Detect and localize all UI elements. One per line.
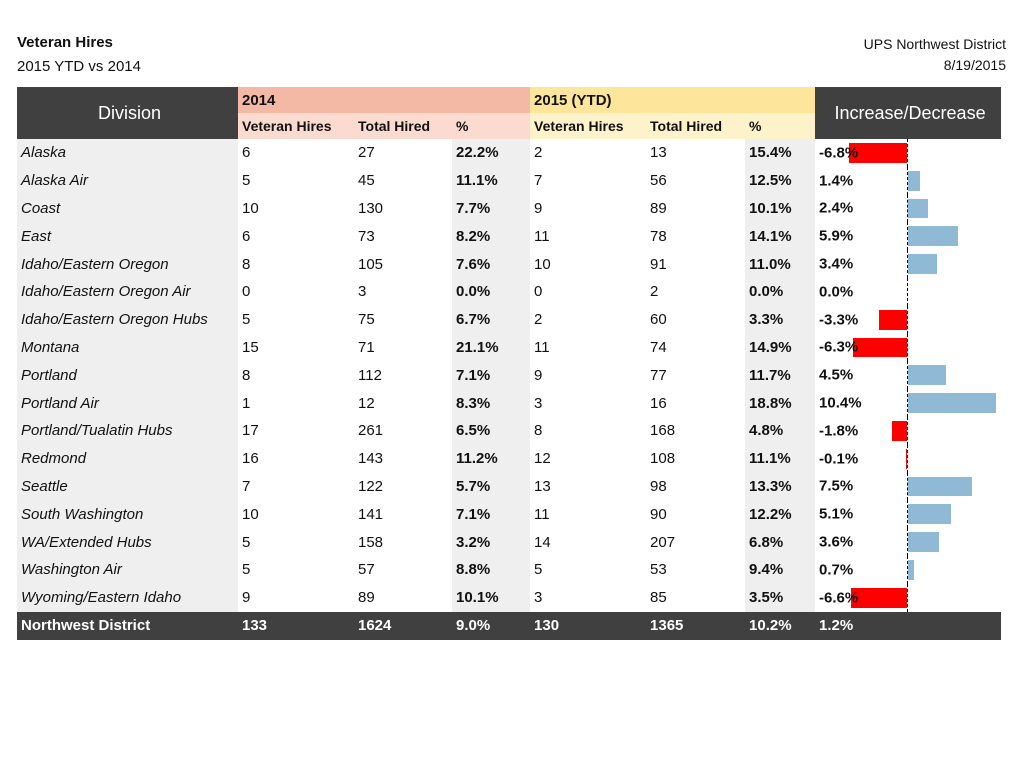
veteran-hires-2014-header: Veteran Hires: [238, 113, 354, 139]
pct-2014-cell: 0.0%: [452, 278, 530, 306]
division-cell: Idaho/Eastern Oregon Air: [17, 278, 238, 306]
increase-bar: [908, 171, 920, 191]
change-label: 3.4%: [819, 255, 854, 273]
pct-2015-cell: 18.8%: [745, 389, 815, 417]
total-hired-2014-cell: 75: [358, 311, 375, 329]
total-hired-2015-cell: 85: [650, 589, 667, 607]
change-label: 1.4%: [819, 172, 854, 190]
change-bar-cell: [815, 139, 1001, 167]
pct-2014-cell: 11.2%: [452, 445, 530, 473]
change-label: -6.8%: [819, 144, 859, 162]
pct-2015-cell: 6.8%: [745, 528, 815, 556]
header-row-years: [17, 87, 1001, 113]
increase-bar: [908, 477, 972, 497]
division-cell: Portland Air: [17, 389, 238, 417]
veteran-hires-2015-cell: 11: [534, 338, 550, 356]
division-cell: Alaska Air: [17, 167, 238, 195]
division-cell: WA/Extended Hubs: [17, 528, 238, 556]
zero-axis-line: [907, 334, 908, 362]
veteran-hires-2014-cell: 16: [242, 450, 259, 468]
total-hired-2014-cell: 143: [358, 450, 384, 468]
total-hired-2015-cell: 60: [650, 311, 667, 329]
veteran-hires-2015-cell: 2: [534, 144, 543, 162]
total-hired-2014-cell: 261: [358, 422, 384, 440]
table-row: [17, 222, 1001, 250]
pct-2014-cell: 6.5%: [452, 417, 530, 445]
increase-bar: [908, 393, 996, 413]
pct-2015-cell: 11.7%: [745, 361, 815, 389]
total-hired-2015-cell: 13: [650, 144, 667, 162]
total-hired-2014-cell: 158: [358, 533, 384, 551]
decrease-bar: [851, 588, 907, 608]
division-cell: South Washington: [17, 500, 238, 528]
change-label: -3.3%: [819, 311, 859, 329]
change-bar-cell: [815, 167, 1001, 195]
change-label: -6.6%: [819, 589, 859, 607]
veteran-hires-2014-cell: 5: [242, 311, 251, 329]
total-hired-2014-cell: 112: [358, 366, 382, 384]
total-hired-2014-cell: 12: [358, 394, 375, 412]
table-row: [17, 417, 1001, 445]
veteran-hires-2015-cell: 13: [534, 477, 551, 495]
total-hired-2014-cell: 105: [358, 255, 384, 273]
change-label: -1.8%: [819, 422, 859, 440]
veteran-hires-2015-cell: 3: [534, 394, 543, 412]
zero-axis-line: [907, 139, 908, 167]
total-hired-2015-cell: 53: [650, 561, 667, 579]
total-hired-2015-cell: 2: [650, 283, 659, 301]
veteran-hires-2015-cell: 7: [534, 172, 543, 190]
change-bar-cell: [815, 195, 1001, 223]
change-label: 5.9%: [819, 227, 854, 245]
veteran-hires-2014-cell: 6: [242, 227, 251, 245]
total-pct-2015: 10.2%: [745, 612, 815, 640]
pct-2015-cell: 3.3%: [745, 306, 815, 334]
increase-bar: [908, 226, 958, 246]
table-row: [17, 139, 1001, 167]
pct-2015-cell: 3.5%: [745, 584, 815, 612]
division-cell: Idaho/Eastern Oregon: [17, 250, 238, 278]
table-row: [17, 195, 1001, 223]
report-date: 8/19/2015: [943, 57, 1006, 73]
veteran-hires-2015-cell: 14: [534, 533, 551, 551]
pct-2014-cell: 8.2%: [452, 222, 530, 250]
veteran-hires-2014-cell: 10: [242, 199, 259, 217]
pct-2014-cell: 21.1%: [452, 334, 530, 362]
pct-2015-cell: 12.2%: [745, 500, 815, 528]
veteran-hires-2014-cell: 5: [242, 561, 251, 579]
total-hired-2014-cell: 71: [358, 338, 375, 356]
change-bar-cell: [815, 361, 1001, 389]
veteran-hires-2015-cell: 3: [534, 589, 543, 607]
change-label: -0.1%: [819, 450, 859, 468]
division-cell: Coast: [17, 195, 238, 223]
org-name: UPS Northwest District: [863, 36, 1006, 52]
division-cell: Idaho/Eastern Oregon Hubs: [17, 306, 238, 334]
pct-2015-cell: 11.1%: [745, 445, 815, 473]
total-hired-2015-cell: 98: [650, 477, 667, 495]
zero-axis-line: [907, 306, 908, 334]
table-row: [17, 278, 1001, 306]
change-label: 0.0%: [819, 283, 854, 301]
pct-2014-cell: 8.8%: [452, 556, 530, 584]
total-hired-2014-cell: 73: [358, 227, 375, 245]
veteran-hires-2015-cell: 5: [534, 561, 543, 579]
veteran-hires-2015-cell: 2: [534, 311, 543, 329]
total-veteran-hires-2014: 133: [238, 612, 354, 640]
veteran-hires-table: [17, 87, 1001, 640]
change-label: 7.5%: [819, 477, 854, 495]
table-row: [17, 361, 1001, 389]
change-label: -6.3%: [819, 338, 859, 356]
increase-bar: [908, 504, 951, 524]
change-bar-cell: [815, 278, 1001, 306]
increase-bar: [908, 532, 939, 552]
veteran-hires-2015-cell: 11: [534, 505, 550, 523]
total-hired-2015-cell: 207: [650, 533, 676, 551]
decrease-bar: [853, 338, 907, 358]
veteran-hires-2015-cell: 9: [534, 366, 543, 384]
division-header: Division: [17, 87, 238, 139]
total-hired-2014-cell: 3: [358, 283, 367, 301]
division-cell: Redmond: [17, 445, 238, 473]
pct-2015-cell: 4.8%: [745, 417, 815, 445]
change-bar-cell: [815, 389, 1001, 417]
division-cell: East: [17, 222, 238, 250]
total-change-cell: 1.2%: [815, 612, 1001, 640]
report-header: [17, 34, 141, 75]
veteran-hires-2014-cell: 7: [242, 477, 251, 495]
pct-2014-cell: 7.7%: [452, 195, 530, 223]
division-cell: Alaska: [17, 139, 238, 167]
decrease-bar: [892, 421, 907, 441]
increase-decrease-header: Increase/Decrease: [815, 87, 1001, 139]
veteran-hires-2014-cell: 17: [242, 422, 259, 440]
veteran-hires-2014-cell: 8: [242, 366, 251, 384]
decrease-bar: [906, 449, 907, 469]
report-meta: [864, 34, 1006, 76]
pct-2015-cell: 10.1%: [745, 195, 815, 223]
total-hired-2014-cell: 130: [358, 199, 384, 217]
pct-2014-cell: 22.2%: [452, 139, 530, 167]
pct-2015-cell: 0.0%: [745, 278, 815, 306]
division-cell: Portland: [17, 361, 238, 389]
table-row: [17, 445, 1001, 473]
veteran-hires-2015-cell: 11: [534, 227, 550, 245]
total-hired-2015-cell: 78: [650, 227, 667, 245]
veteran-hires-2014-cell: 15: [242, 338, 259, 356]
increase-bar: [908, 560, 914, 580]
pct-2014-cell: 7.1%: [452, 361, 530, 389]
pct-2014-cell: 10.1%: [452, 584, 530, 612]
table-row: [17, 334, 1001, 362]
total-hired-2014-header: Total Hired: [354, 113, 452, 139]
zero-axis-line: [907, 417, 908, 445]
change-bar-cell: [815, 250, 1001, 278]
veteran-hires-2015-cell: 0: [534, 283, 543, 301]
change-bar-cell: [815, 556, 1001, 584]
total-hired-2015-cell: 56: [650, 172, 667, 190]
veteran-hires-2014-cell: 0: [242, 283, 251, 301]
veteran-hires-2014-cell: 1: [242, 394, 251, 412]
year-2014-header: 2014: [238, 87, 530, 113]
year-2015-header: 2015 (YTD): [530, 87, 815, 113]
table-row: [17, 500, 1001, 528]
zero-axis-line: [907, 445, 908, 473]
change-label: 3.6%: [819, 533, 854, 551]
table-row: [17, 167, 1001, 195]
pct-2014-header: %: [452, 113, 530, 139]
change-bar-cell: [815, 334, 1001, 362]
zero-axis-line: [907, 278, 908, 306]
total-row: [17, 612, 1001, 640]
pct-2015-header: %: [745, 113, 815, 139]
change-bar-cell: [815, 445, 1001, 473]
pct-2014-cell: 7.1%: [452, 500, 530, 528]
division-cell: Seattle: [17, 473, 238, 501]
zero-axis-line: [907, 584, 908, 612]
increase-bar: [908, 199, 928, 219]
total-hired-2015-cell: 91: [650, 255, 667, 273]
division-cell: Montana: [17, 334, 238, 362]
total-hired-2015-cell: 77: [650, 366, 667, 384]
decrease-bar: [879, 310, 907, 330]
total-hired-2014-cell: 57: [358, 561, 375, 579]
change-bar-cell: [815, 528, 1001, 556]
veteran-hires-2014-cell: 8: [242, 255, 251, 273]
table-row: [17, 389, 1001, 417]
total-hired-2015-cell: 90: [650, 505, 667, 523]
veteran-hires-2014-cell: 5: [242, 533, 251, 551]
division-cell: Washington Air: [17, 556, 238, 584]
total-veteran-hires-2015: 130: [530, 612, 646, 640]
change-bar-cell: [815, 306, 1001, 334]
veteran-hires-2014-cell: 9: [242, 589, 251, 607]
change-bar-cell: [815, 417, 1001, 445]
veteran-hires-2015-cell: 9: [534, 199, 543, 217]
pct-2014-cell: 5.7%: [452, 473, 530, 501]
table-row: [17, 473, 1001, 501]
total-hired-2015-cell: 74: [650, 338, 667, 356]
table-row: [17, 584, 1001, 612]
table-row: [17, 556, 1001, 584]
pct-2014-cell: 6.7%: [452, 306, 530, 334]
veteran-hires-2014-cell: 5: [242, 172, 251, 190]
veteran-hires-2014-cell: 6: [242, 144, 251, 162]
pct-2015-cell: 14.1%: [745, 222, 815, 250]
veteran-hires-2015-header: Veteran Hires: [530, 113, 646, 139]
veteran-hires-2015-cell: 12: [534, 450, 551, 468]
pct-2014-cell: 11.1%: [452, 167, 530, 195]
veteran-hires-2015-cell: 8: [534, 422, 543, 440]
total-hired-2014: 1624: [354, 612, 452, 640]
veteran-hires-2015-cell: 10: [534, 255, 551, 273]
change-label: 10.4%: [819, 394, 862, 412]
pct-2014-cell: 3.2%: [452, 528, 530, 556]
veteran-hires-2014-cell: 10: [242, 505, 259, 523]
table-row: [17, 528, 1001, 556]
total-hired-2014-cell: 45: [358, 172, 375, 190]
pct-2015-cell: 9.4%: [745, 556, 815, 584]
change-bar-cell: [815, 222, 1001, 250]
pct-2015-cell: 11.0%: [745, 250, 815, 278]
total-hired-2014-cell: 141: [358, 505, 384, 523]
pct-2015-cell: 15.4%: [745, 139, 815, 167]
increase-bar: [908, 254, 937, 274]
change-label: 5.1%: [819, 505, 854, 523]
table-row: [17, 306, 1001, 334]
total-hired-2015-cell: 168: [650, 422, 676, 440]
total-hired-2015-cell: 108: [650, 450, 676, 468]
total-hired-2015-cell: 16: [650, 394, 667, 412]
pct-2014-cell: 8.3%: [452, 389, 530, 417]
change-bar-cell: [815, 473, 1001, 501]
pct-2015-cell: 13.3%: [745, 473, 815, 501]
total-hired-2015: 1365: [646, 612, 745, 640]
total-hired-2015-header: Total Hired: [646, 113, 745, 139]
change-bar-cell: [815, 500, 1001, 528]
pct-2014-cell: 7.6%: [452, 250, 530, 278]
total-hired-2015-cell: 89: [650, 199, 667, 217]
table-row: [17, 250, 1001, 278]
total-division-cell: Northwest District: [17, 612, 238, 640]
pct-2015-cell: 12.5%: [745, 167, 815, 195]
pct-2015-cell: 14.9%: [745, 334, 815, 362]
change-label: 0.7%: [819, 561, 854, 579]
increase-bar: [908, 365, 946, 385]
report-subtitle: 2015 YTD vs 2014: [17, 58, 141, 75]
total-hired-2014-cell: 89: [358, 589, 375, 607]
total-pct-2014: 9.0%: [452, 612, 530, 640]
change-bar-cell: [815, 584, 1001, 612]
change-label: 2.4%: [819, 199, 854, 217]
change-label: 4.5%: [819, 366, 854, 384]
total-hired-2014-cell: 27: [358, 144, 375, 162]
total-hired-2014-cell: 122: [358, 477, 384, 495]
division-cell: Wyoming/Eastern Idaho: [17, 584, 238, 612]
division-cell: Portland/Tualatin Hubs: [17, 417, 238, 445]
report-title: Veteran Hires: [17, 34, 113, 51]
